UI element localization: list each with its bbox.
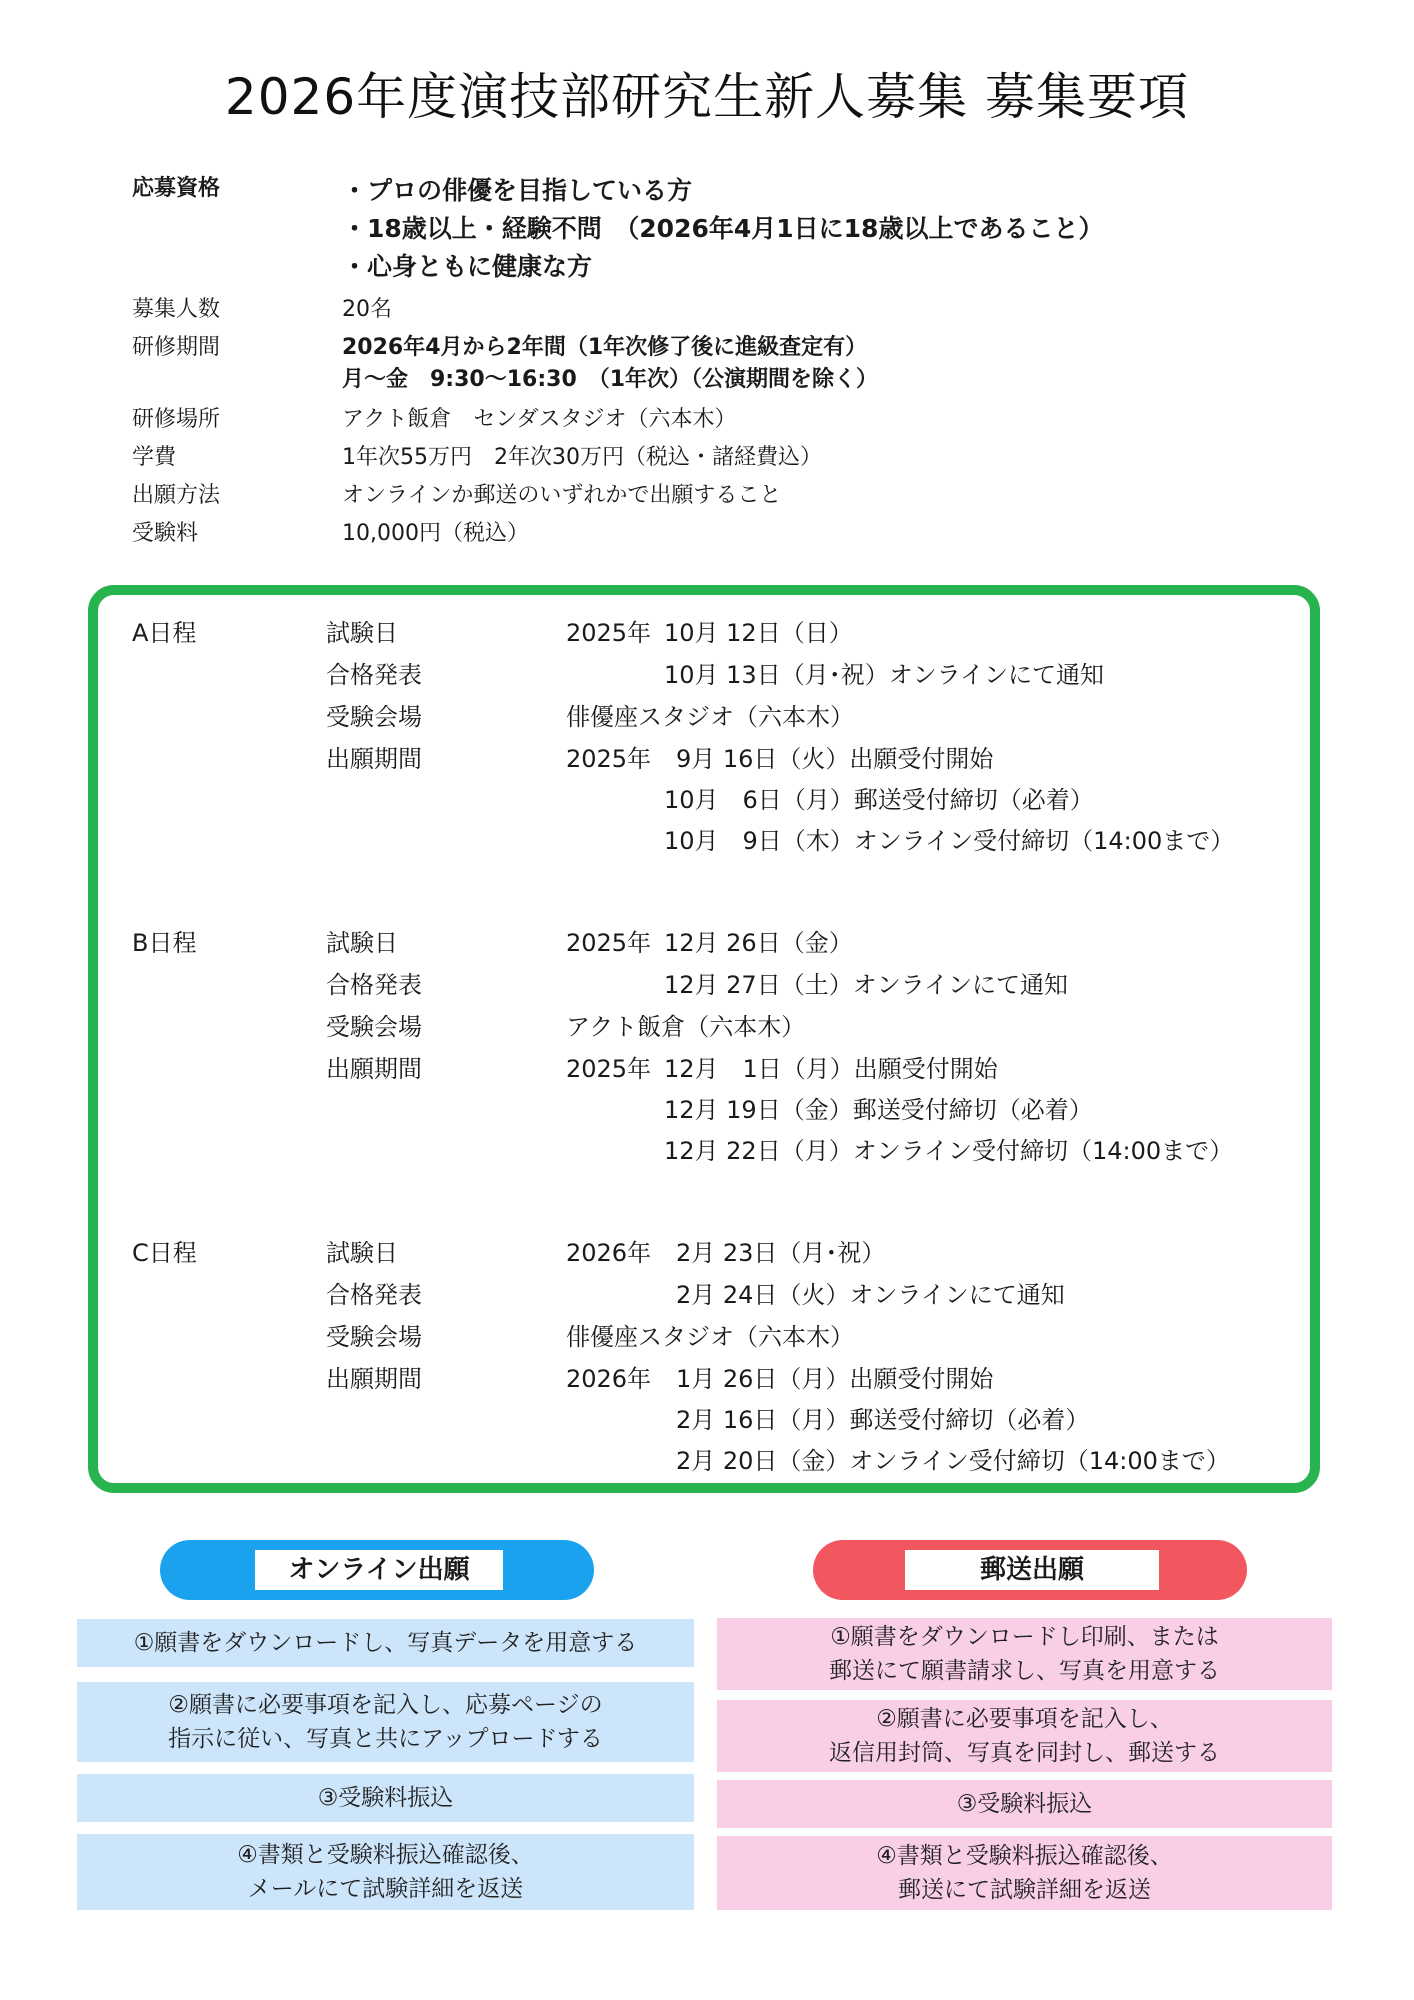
schedule-period-line: 10月 6日（月）郵送受付締切（必着）: [664, 786, 1094, 814]
schedule-year: 2025年: [566, 929, 652, 957]
mail-step: ④書類と受験料振込確認後、 郵送にて試験詳細を返送: [717, 1836, 1332, 1910]
schedule-year: 2026年: [566, 1239, 652, 1267]
schedule-venue: アクト飯倉（六本木）: [566, 1013, 806, 1041]
info-value-method: オンラインか郵送のいずれかで出願すること: [342, 483, 782, 508]
schedule-label: 出願期間: [326, 1055, 422, 1083]
schedule-label: 受験会場: [326, 703, 422, 731]
mail-step: ③受験料振込: [717, 1780, 1332, 1828]
schedule-period-line: 10月 9日（木）オンライン受付締切（14:00まで）: [664, 827, 1235, 855]
schedule-period-line: 9月 16日（火）出願受付開始: [676, 745, 994, 773]
online-step: ②願書に必要事項を記入し、応募ページの 指示に従い、写真と共にアップロードする: [77, 1682, 694, 1762]
schedule-year: 2025年: [566, 619, 652, 647]
schedule-year: 2025年: [566, 1055, 652, 1083]
requirement-item: ・プロの俳優を目指している方: [342, 176, 693, 205]
schedule-b-title: B日程: [132, 929, 197, 957]
info-value-capacity: 20名: [342, 297, 392, 322]
schedule-label: 試験日: [326, 929, 398, 957]
mail-application-title: 郵送出願: [905, 1550, 1159, 1590]
mail-application-header: [813, 1540, 1247, 1600]
schedule-venue: 俳優座スタジオ（六本木）: [566, 703, 854, 731]
mail-step: ②願書に必要事項を記入し、 返信用封筒、写真を同封し、郵送する: [717, 1700, 1332, 1772]
schedule-year: 2026年: [566, 1365, 652, 1393]
schedule-label: 出願期間: [326, 745, 422, 773]
info-label-location: 研修場所: [132, 407, 221, 432]
schedule-period-line: 1月 26日（月）出願受付開始: [676, 1365, 994, 1393]
online-step: ③受験料振込: [77, 1774, 694, 1822]
schedule-year: 2025年: [566, 745, 652, 773]
schedule-label: 試験日: [326, 1239, 398, 1267]
info-label-period: 研修期間: [132, 335, 221, 360]
schedule-result: 2月 24日（火）オンラインにて通知: [676, 1281, 1065, 1309]
requirements-label: 応募資格: [132, 176, 221, 201]
requirement-item: ・心身ともに健康な方: [342, 252, 593, 281]
page-title: 2026年度演技部研究生新人募集 募集要項: [224, 68, 1190, 126]
schedule-period-line: 2月 20日（金）オンライン受付締切（14:00まで）: [676, 1447, 1230, 1475]
schedule-label: 試験日: [326, 619, 398, 647]
schedule-label: 合格発表: [326, 1281, 422, 1309]
schedule-venue: 俳優座スタジオ（六本木）: [566, 1323, 854, 1351]
schedule-period-line: 12月 19日（金）郵送受付締切（必着）: [664, 1096, 1093, 1124]
info-label-tuition: 学費: [132, 445, 177, 470]
schedule-c-title: C日程: [132, 1239, 197, 1267]
schedule-period-line: 12月 1日（月）出願受付開始: [664, 1055, 998, 1083]
mail-step: ①願書をダウンロードし印刷、または 郵送にて願書請求し、写真を用意する: [717, 1618, 1332, 1690]
schedule-label: 合格発表: [326, 661, 422, 689]
schedule-exam-date: 12月 26日（金）: [664, 929, 853, 957]
schedule-exam-date: 10月 12日（日）: [664, 619, 853, 647]
schedule-result: 10月 13日（月･祝）オンラインにて通知: [664, 661, 1104, 689]
online-application-header: [160, 1540, 594, 1600]
schedule-label: 受験会場: [326, 1323, 422, 1351]
info-label-capacity: 募集人数: [132, 297, 221, 322]
schedule-label: 出願期間: [326, 1365, 422, 1393]
info-value-hours: 月〜金 9:30〜16:30 （1年次）（公演期間を除く）: [342, 367, 879, 392]
info-value-tuition: 1年次55万円 2年次30万円（税込・諸経費込）: [342, 445, 822, 470]
schedule-label: 合格発表: [326, 971, 422, 999]
schedule-period-line: 2月 16日（月）郵送受付締切（必着）: [676, 1406, 1090, 1434]
schedule-a-title: A日程: [132, 619, 197, 647]
online-step: ①願書をダウンロードし、写真データを用意する: [77, 1619, 694, 1667]
schedule-period-line: 12月 22日（月）オンライン受付締切（14:00まで）: [664, 1137, 1234, 1165]
info-value-fee: 10,000円（税込）: [342, 521, 529, 546]
online-application-title: オンライン出願: [255, 1550, 503, 1590]
schedule-label: 受験会場: [326, 1013, 422, 1041]
schedule-exam-date: 2月 23日（月･祝）: [676, 1239, 886, 1267]
schedule-result: 12月 27日（土）オンラインにて通知: [664, 971, 1068, 999]
info-value-period: 2026年4月から2年間（1年次修了後に進級査定有）: [342, 335, 868, 360]
info-label-fee: 受験料: [132, 521, 199, 546]
online-step: ④書類と受験料振込確認後、 メールにて試験詳細を返送: [77, 1834, 694, 1910]
requirement-item: ・18歳以上・経験不問 （2026年4月1日に18歳以上であること）: [342, 214, 1104, 243]
info-value-location: アクト飯倉 センダスタジオ（六本木）: [342, 407, 737, 432]
info-label-method: 出願方法: [132, 483, 221, 508]
